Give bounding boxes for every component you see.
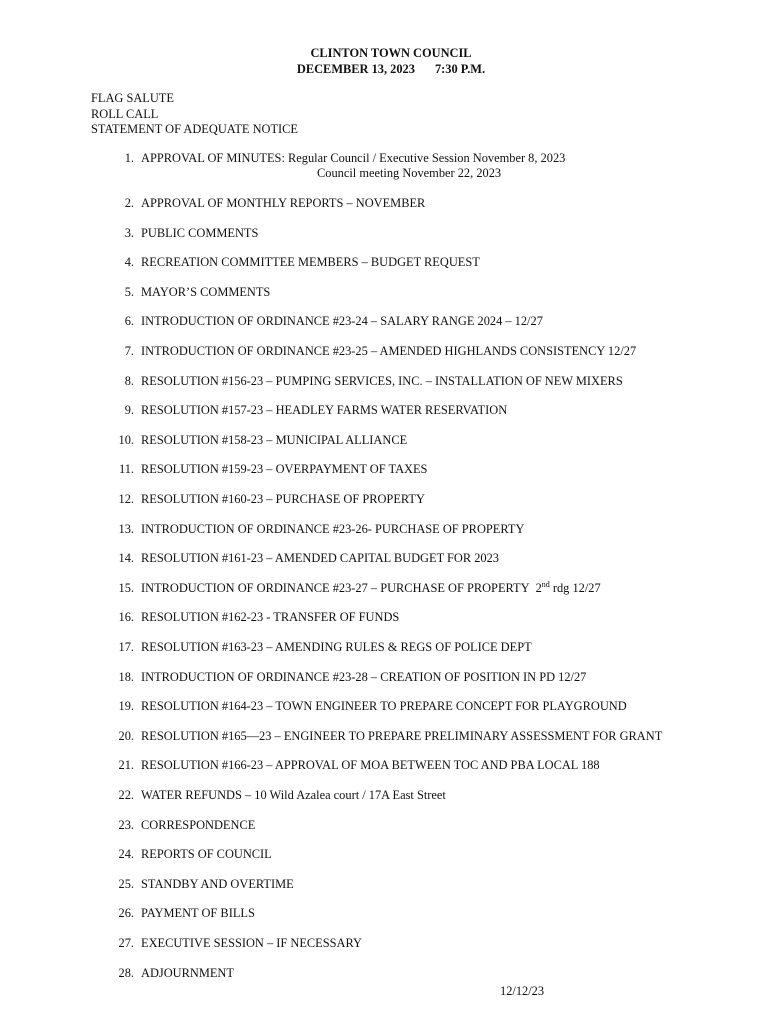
agenda-item-number: 26.	[118, 906, 134, 921]
agenda-item-number: 20.	[118, 728, 134, 743]
agenda-item-number: 17.	[118, 640, 134, 654]
council-title: CLINTON TOWN COUNCIL	[310, 46, 472, 60]
agenda-item-number: 21.	[118, 758, 134, 773]
agenda-item-text	[141, 581, 601, 596]
reading-note-date: rdg 12/27	[549, 580, 601, 595]
agenda-item-main: INTRODUCTION OF ORDINANCE #23-27 – PURCHASE OF PROPERTY	[141, 580, 530, 595]
agenda-item-number: 12.	[118, 492, 134, 506]
agenda-item-number: 23.	[118, 817, 134, 832]
preamble-item: STATEMENT OF ADEQUATE NOTICE	[91, 122, 299, 136]
agenda-item-number: 27.	[118, 936, 134, 950]
agenda-item-text: STANDBY AND OVERTIME	[141, 876, 294, 891]
meeting-date-line	[0, 62, 770, 77]
agenda-item-text: RESOLUTION #165—23 – ENGINEER TO PREPARE PRELIMINARY ASSESSMENT FOR GRANT	[141, 728, 663, 743]
agenda-item-number: 8.	[124, 373, 134, 388]
agenda-item-text: APPROVAL OF MINUTES: Regular Council / Executive Session November 8, 2023	[141, 151, 566, 165]
agenda-item-number: 1.	[124, 151, 134, 165]
agenda-item-number: 28.	[118, 965, 134, 980]
agenda-item-text: RESOLUTION #164-23 – TOWN ENGINEER TO PREPARE CONCEPT FOR PLAYGROUND	[141, 699, 627, 714]
agenda-item-text: MAYOR’S COMMENTS	[141, 284, 271, 299]
agenda-item-number: 14.	[118, 551, 134, 566]
agenda-item-number: 7.	[124, 344, 134, 358]
reading-note	[536, 581, 601, 595]
agenda-item-number: 22.	[118, 788, 134, 802]
agenda-item-text: RESOLUTION #157-23 – HEADLEY FARMS WATER RESERVATION	[141, 403, 508, 418]
preamble-list	[91, 91, 298, 138]
agenda-item-number: 3.	[124, 225, 134, 240]
agenda-item-text: RESOLUTION #163-23 – AMENDING RULES & REGS OF POLICE DEPT	[141, 640, 532, 654]
agenda-item-number: 13.	[118, 521, 134, 536]
reading-note-ordinal: 2	[535, 580, 542, 595]
agenda-item-number: 6.	[124, 314, 134, 329]
agenda-item-number: 9.	[124, 403, 134, 418]
agenda-item-number: 5.	[124, 284, 134, 299]
agenda-item-text: RESOLUTION #162-23 - TRANSFER OF FUNDS	[141, 610, 400, 625]
agenda-item-number: 24.	[118, 847, 134, 862]
agenda-item-text: RESOLUTION #161-23 – AMENDED CAPITAL BUDGET FOR 2023	[141, 551, 499, 566]
agenda-item-text: INTRODUCTION OF ORDINANCE #23-24 – SALARY RANGE 2024 – 12/27	[141, 314, 543, 329]
agenda-item-text: RESOLUTION #158-23 – MUNICIPAL ALLIANCE	[141, 432, 408, 447]
agenda-item-text: INTRODUCTION OF ORDINANCE #23-26- PURCHASE OF PROPERTY	[141, 521, 525, 536]
agenda-item-text: CORRESPONDENCE	[141, 817, 256, 832]
agenda-item-text: PUBLIC COMMENTS	[141, 225, 259, 240]
agenda-item-text: RESOLUTION #160-23 – PURCHASE OF PROPERTY	[141, 492, 425, 506]
preamble-item: FLAG SALUTE	[91, 91, 174, 105]
agenda-item-number: 15.	[118, 580, 134, 595]
agenda-item-text: APPROVAL OF MONTHLY REPORTS – NOVEMBER	[141, 196, 426, 210]
preamble-item: ROLL CALL	[91, 106, 159, 121]
agenda-item-number: 16.	[118, 610, 134, 625]
footer-date: 12/12/23	[500, 984, 545, 998]
agenda-item-text: ADJOURNMENT	[141, 965, 234, 980]
agenda-item-number: 18.	[118, 669, 134, 684]
agenda-item-text: RESOLUTION #166-23 – APPROVAL OF MOA BETWEEN TOC AND PBA LOCAL 188	[141, 758, 600, 773]
agenda-item-text: RECREATION COMMITTEE MEMBERS – BUDGET REQUEST	[141, 255, 480, 270]
agenda-item-text: INTRODUCTION OF ORDINANCE #23-25 – AMENDED HIGHLANDS CONSISTENCY 12/27	[141, 344, 637, 358]
agenda-item-subtext: Council meeting November 22, 2023	[317, 166, 502, 180]
agenda-item-number: 2.	[124, 196, 134, 210]
agenda-item-text: RESOLUTION #159-23 – OVERPAYMENT OF TAXES	[141, 462, 428, 477]
agenda-item-text: PAYMENT OF BILLS	[141, 906, 255, 921]
agenda-item-number: 19.	[118, 699, 134, 714]
agenda-item-text: RESOLUTION #156-23 – PUMPING SERVICES, INC. – INSTALLATION OF NEW MIXERS	[141, 373, 623, 388]
agenda-item-number: 10.	[118, 432, 134, 447]
reading-note-suffix: nd	[541, 579, 550, 589]
agenda-item-text: REPORTS OF COUNCIL	[141, 847, 272, 862]
meeting-date: DECEMBER 13, 2023	[296, 62, 415, 76]
meeting-time: 7:30 P.M.	[434, 62, 486, 76]
agenda-item-number: 11.	[118, 462, 134, 477]
agenda-item-number: 25.	[118, 876, 134, 891]
agenda-item-text: EXECUTIVE SESSION – IF NECESSARY	[141, 936, 362, 950]
agenda-item-number: 4.	[124, 255, 134, 270]
agenda-item-text: WATER REFUNDS – 10 Wild Azalea court / 17A East Street	[141, 788, 446, 802]
agenda-item-text: INTRODUCTION OF ORDINANCE #23-28 – CREATION OF POSITION IN PD 12/27	[141, 669, 587, 684]
